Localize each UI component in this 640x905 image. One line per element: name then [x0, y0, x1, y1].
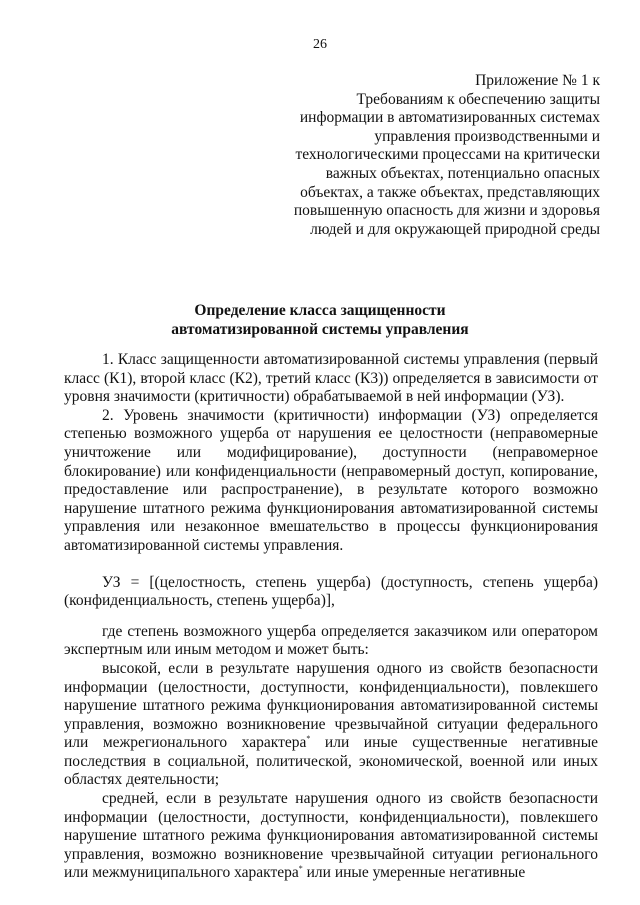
appendix-line: Приложение № 1 к [475, 72, 600, 89]
appendix-line: технологическими процессами на критически [295, 146, 600, 164]
title-line-1: Определение класса защищенности [194, 302, 446, 319]
high-level-text-cont: или иные существенные негативные последствия в социальной, политической, экономической, военной или иных областях деятельности; [64, 734, 598, 789]
medium-level-text-cont: или иные умеренные негативные [302, 864, 526, 882]
appendix-line: объектах, а также объектах, представляющих [300, 183, 600, 201]
appendix-line: информации в автоматизированных системах [299, 109, 600, 127]
formula: УЗ = [(целостность, степень ущерба) (доступность, степень ущерба) (конфиденциальность, степень ущерба)], [64, 573, 598, 610]
high-level-text: высокой, если в результате нарушения одного из свойств безопасности информации (целостности, доступности, конфиденциальности), повлекшего нарушение штатного режима функционирования автоматизированной системы управления, возможно возникновение чрезвычайной ситуации федерального или межрегионального характера [64, 659, 598, 752]
footnote-mark: * [298, 864, 303, 874]
footnote-mark: * [306, 734, 311, 744]
title-line-2: автоматизированной системы управления [171, 320, 469, 338]
appendix-line: управления производственными и [374, 127, 600, 145]
paragraph-damage-degree: где степень возможного ущерба определяется заказчиком или оператором экспертным или иным методом и может быть: [64, 622, 598, 659]
paragraph-significance-level: 2. Уровень значимости (критичности) информации (УЗ) определяется степенью возможного ущерба от нарушения ее целостности (неправомерные уничтожение или модифицирование), доступности (неправомерное блокирование) или конфиденциальности (неправомерный доступ, копирование, предоставление или распространение), в результате которого возможно нарушение штатного режима функционирования автоматизированной системы управления или незаконное вмешательство в процессы функционирования автоматизированной системы управления. [64, 406, 598, 554]
appendix-line: людей и для окружающей природной среды [310, 220, 600, 238]
page-number: 26 [313, 37, 327, 52]
document-body [64, 351, 598, 883]
paragraph-high-level [64, 660, 598, 790]
paragraph-class-definition: 1. Класс защищенности автоматизированной системы управления (первый класс (К1), второй класс (К2), третий класс (К3)) определяется в зависимости от уровня значимости (критичности) обрабатываемой в ней информации (УЗ). [64, 351, 598, 406]
paragraph-medium-level [64, 790, 598, 883]
appendix-line: повышенную опасность для жизни и здоровья [293, 202, 600, 220]
appendix-line: Требованиям к обеспечению защиты [356, 90, 600, 108]
document-title [0, 302, 640, 339]
appendix-header [270, 72, 600, 239]
appendix-line: важных объектах, потенциально опасных [325, 164, 600, 182]
medium-level-text: средней, если в результате нарушения одного из свойств безопасности информации (целостности, доступности, конфиденциальности), повлекшего нарушение штатного режима функционирования автоматизированной системы управления, возможно возникновение чрезвычайной ситуации регионального или межмуниципального характера [64, 790, 598, 882]
